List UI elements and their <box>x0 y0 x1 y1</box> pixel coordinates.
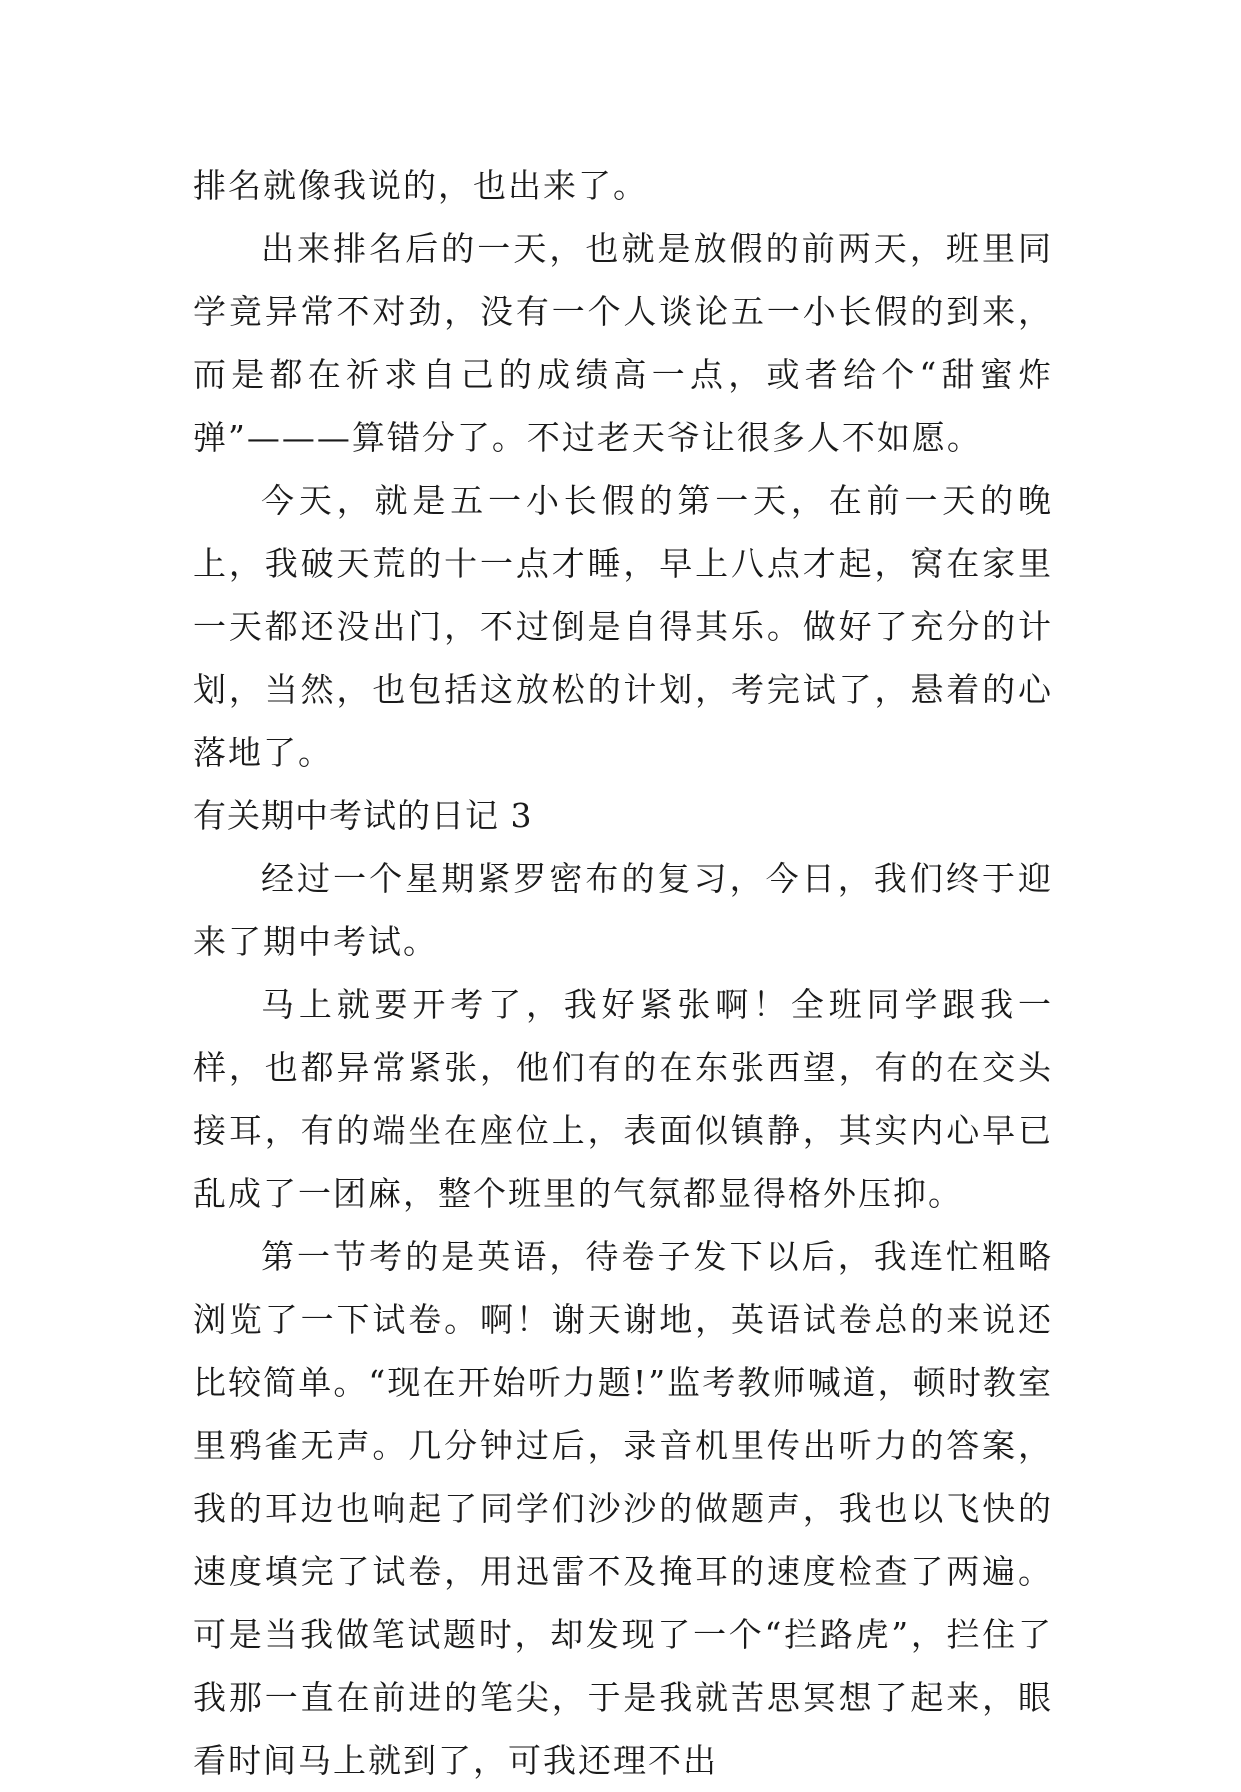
paragraph-continuation: 排名就像我说的，也出来了。 <box>193 166 648 205</box>
paragraph: 今天，就是五一小长假的第一天，在前一天的晚上，我破天荒的十一点才睡，早上八点才起，窝在家里一天都还没出门，不过倒是自得其乐。做好了充分的计划，当然，也包括这放松的计划，考完试了，悬着的心落地了。 <box>193 481 1053 772</box>
section-heading: 有关期中考试的日记 3 <box>193 796 533 835</box>
paragraph: 经过一个星期紧罗密布的复习，今日，我们终于迎来了期中考试。 <box>193 859 1053 961</box>
paragraph: 第一节考的是英语，待卷子发下以后，我连忙粗略浏览了一下试卷。啊！谢天谢地，英语试卷总的来说还比较简单。“现在开始听力题!”监考教师喊道，顿时教室里鸦雀无声。几分钟过后，录音机里传出听力的答案，我的耳边也响起了同学们沙沙的做题声，我也以飞快的速度填完了试卷，用迅雷不及掩耳的速度检查了两遍。可是当我做笔试题时，却发现了一个“拦路虎”，拦住了我那一直在前进的笔尖，于是我就苦思冥想了起来，眼看时间马上就到了，可我还理不出 <box>193 1237 1053 1780</box>
paragraph: 出来排名后的一天，也就是放假的前两天，班里同学竟异常不对劲，没有一个人谈论五一小长假的到来，而是都在祈求自己的成绩高一点，或者给个“甜蜜炸弹”———算错分了。不过老天爷让很多人不如愿。 <box>193 229 1053 457</box>
paragraph: 马上就要开考了，我好紧张啊！全班同学跟我一样，也都异常紧张，他们有的在东张西望，有的在交头接耳，有的端坐在座位上，表面似镇静，其实内心早已乱成了一团麻，整个班里的气氛都显得格外压抑。 <box>193 985 1053 1213</box>
document-body <box>193 154 1053 1792</box>
